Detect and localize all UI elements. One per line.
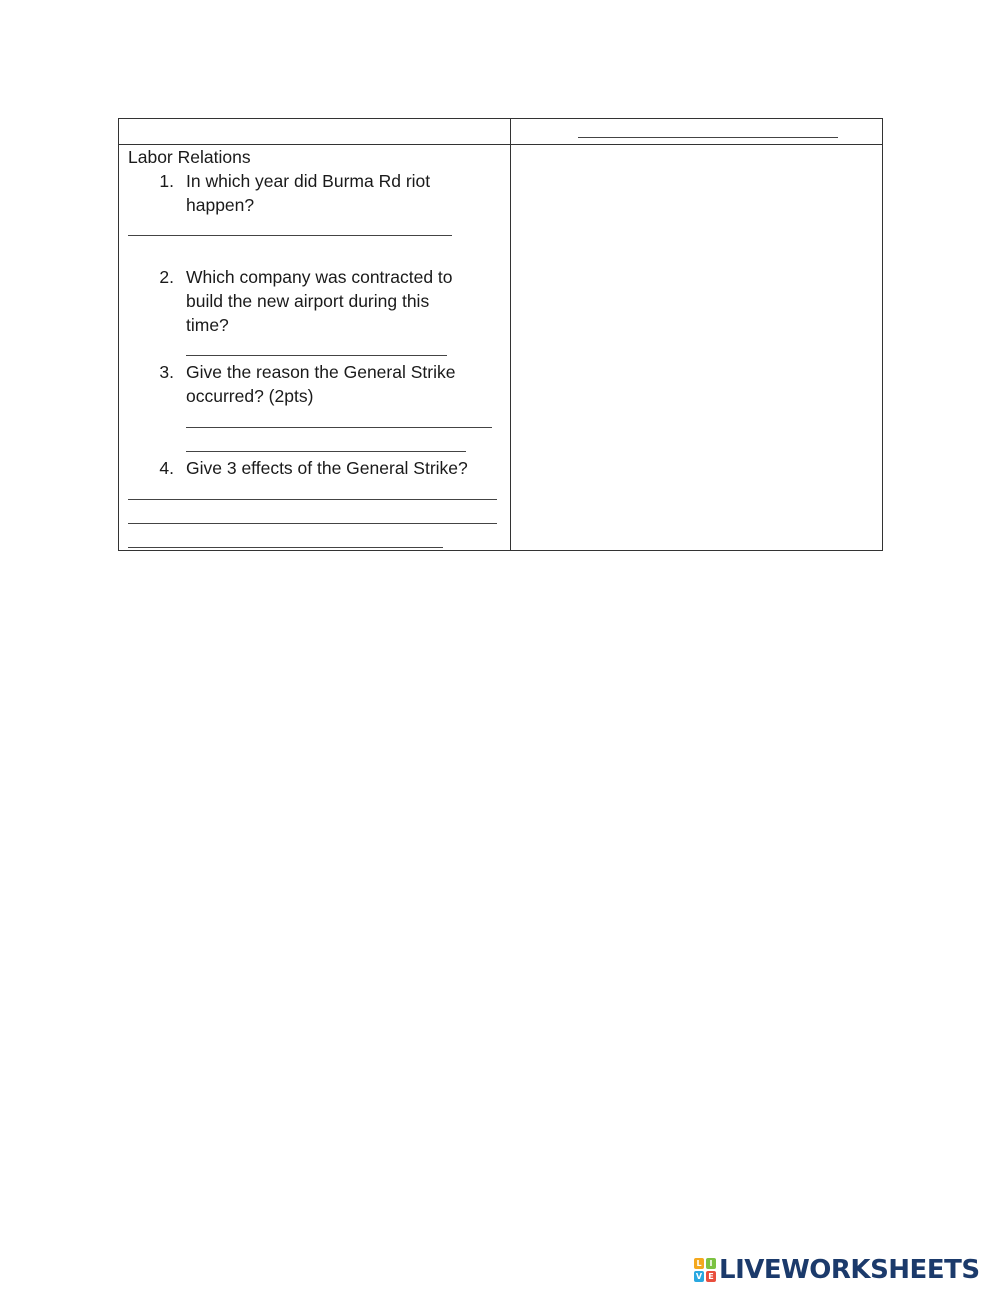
table-column-divider <box>510 119 511 550</box>
logo-icon-letter-e: E <box>706 1271 716 1282</box>
question-2-text-line-2: build the new airport during this <box>186 291 430 311</box>
logo-icon-letter-l: L <box>694 1258 704 1269</box>
liveworksheets-logo <box>694 1256 980 1284</box>
worksheet-table <box>118 118 883 551</box>
question-2-number: 2. <box>159 267 174 287</box>
question-2-answer-line[interactable] <box>186 355 447 356</box>
logo-icon-letter-i: I <box>706 1258 716 1269</box>
question-4-text-line-1: Give 3 effects of the General Strike? <box>186 458 468 478</box>
question-1-text-line-2: happen? <box>186 195 255 215</box>
logo-icon-letter-v: V <box>695 1272 703 1281</box>
question-3-answer-line-2[interactable] <box>186 451 466 452</box>
question-2-text-line-3: time? <box>186 315 229 335</box>
question-4-answer-line-3[interactable] <box>128 547 443 548</box>
section-title: Labor Relations <box>128 147 251 167</box>
question-4-answer-line-1[interactable] <box>128 499 497 500</box>
question-3-text-line-1: Give the reason the General Strike <box>186 362 456 382</box>
question-4-answer-line-2[interactable] <box>128 523 497 524</box>
header-answer-line[interactable] <box>578 137 838 138</box>
question-3-number: 3. <box>159 362 174 382</box>
question-3-text-line-2: occurred? (2pts) <box>186 386 314 406</box>
liveworksheets-logo-icon <box>694 1258 716 1282</box>
liveworksheets-logo-text: LIVEWORKSHEETS <box>719 1255 980 1285</box>
question-3-answer-line-1[interactable] <box>186 427 492 428</box>
question-1-number: 1. <box>159 171 174 191</box>
question-4-number: 4. <box>159 458 174 478</box>
question-1-text-line-1: In which year did Burma Rd riot <box>186 171 431 191</box>
question-1-answer-line[interactable] <box>128 235 452 236</box>
question-2-text-line-1: Which company was contracted to <box>186 267 453 287</box>
